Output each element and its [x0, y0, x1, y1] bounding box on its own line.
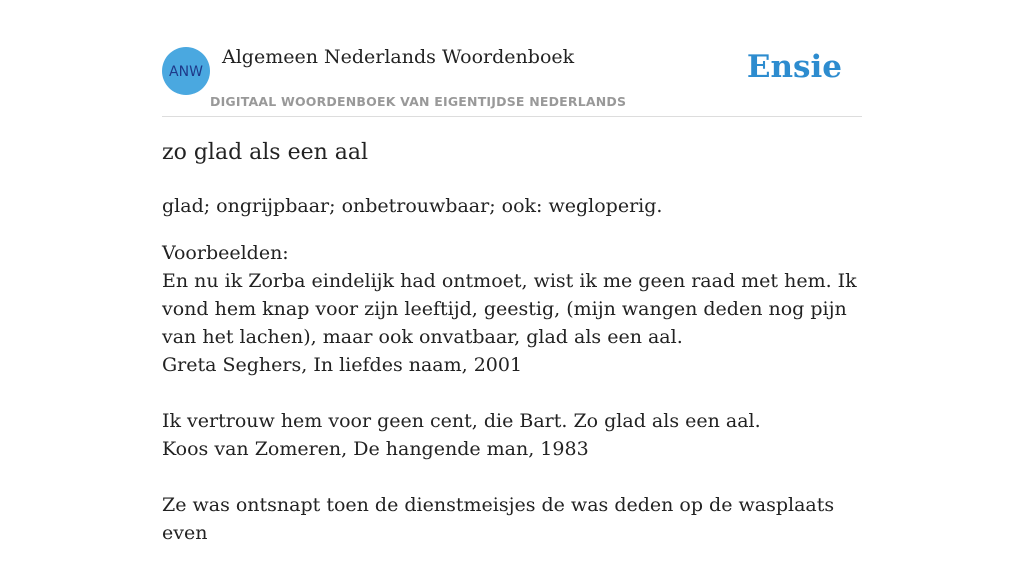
anw-logo-mark — [162, 47, 210, 95]
entry-definition: glad; ongrijpbaar; onbetrouwbaar; ook: wegloperig. — [162, 195, 663, 217]
logo-text: ANW — [169, 64, 203, 80]
example-item — [162, 491, 862, 547]
example-text: En nu ik Zorba eindelijk had ontmoet, wist ik me geen raad met hem. Ik vond hem knap voor zijn leeftijd, geestig, (mijn wangen deden nog pijn van het lachen), maar ook onvatbaar, glad als een aal. — [162, 270, 857, 348]
examples-label: Voorbeelden: — [162, 242, 289, 264]
site-header — [162, 0, 862, 117]
example-source: Greta Seghers, In liefdes naam, 2001 — [162, 354, 523, 376]
source-subtitle: DIGITAAL WOORDENBOEK VAN EIGENTIJDSE NEDERLANDS — [210, 94, 627, 109]
anw-logo-icon[interactable] — [162, 47, 210, 95]
example-text: Ik vertrouw hem voor geen cent, die Bart. Zo glad als een aal. — [162, 410, 761, 432]
example-text: Ze was ontsnapt toen de dienstmeisjes de was deden op de wasplaats even — [162, 494, 835, 544]
source-title[interactable]: Algemeen Nederlands Woordenboek — [222, 46, 575, 68]
ensie-brand-link[interactable]: Ensie — [746, 49, 842, 85]
page — [162, 0, 862, 544]
entry-title: zo glad als een aal — [162, 140, 369, 165]
example-item — [162, 407, 862, 463]
example-source: Koos van Zomeren, De hangende man, 1983 — [162, 438, 589, 460]
example-item — [162, 267, 862, 379]
examples-section — [162, 239, 862, 575]
